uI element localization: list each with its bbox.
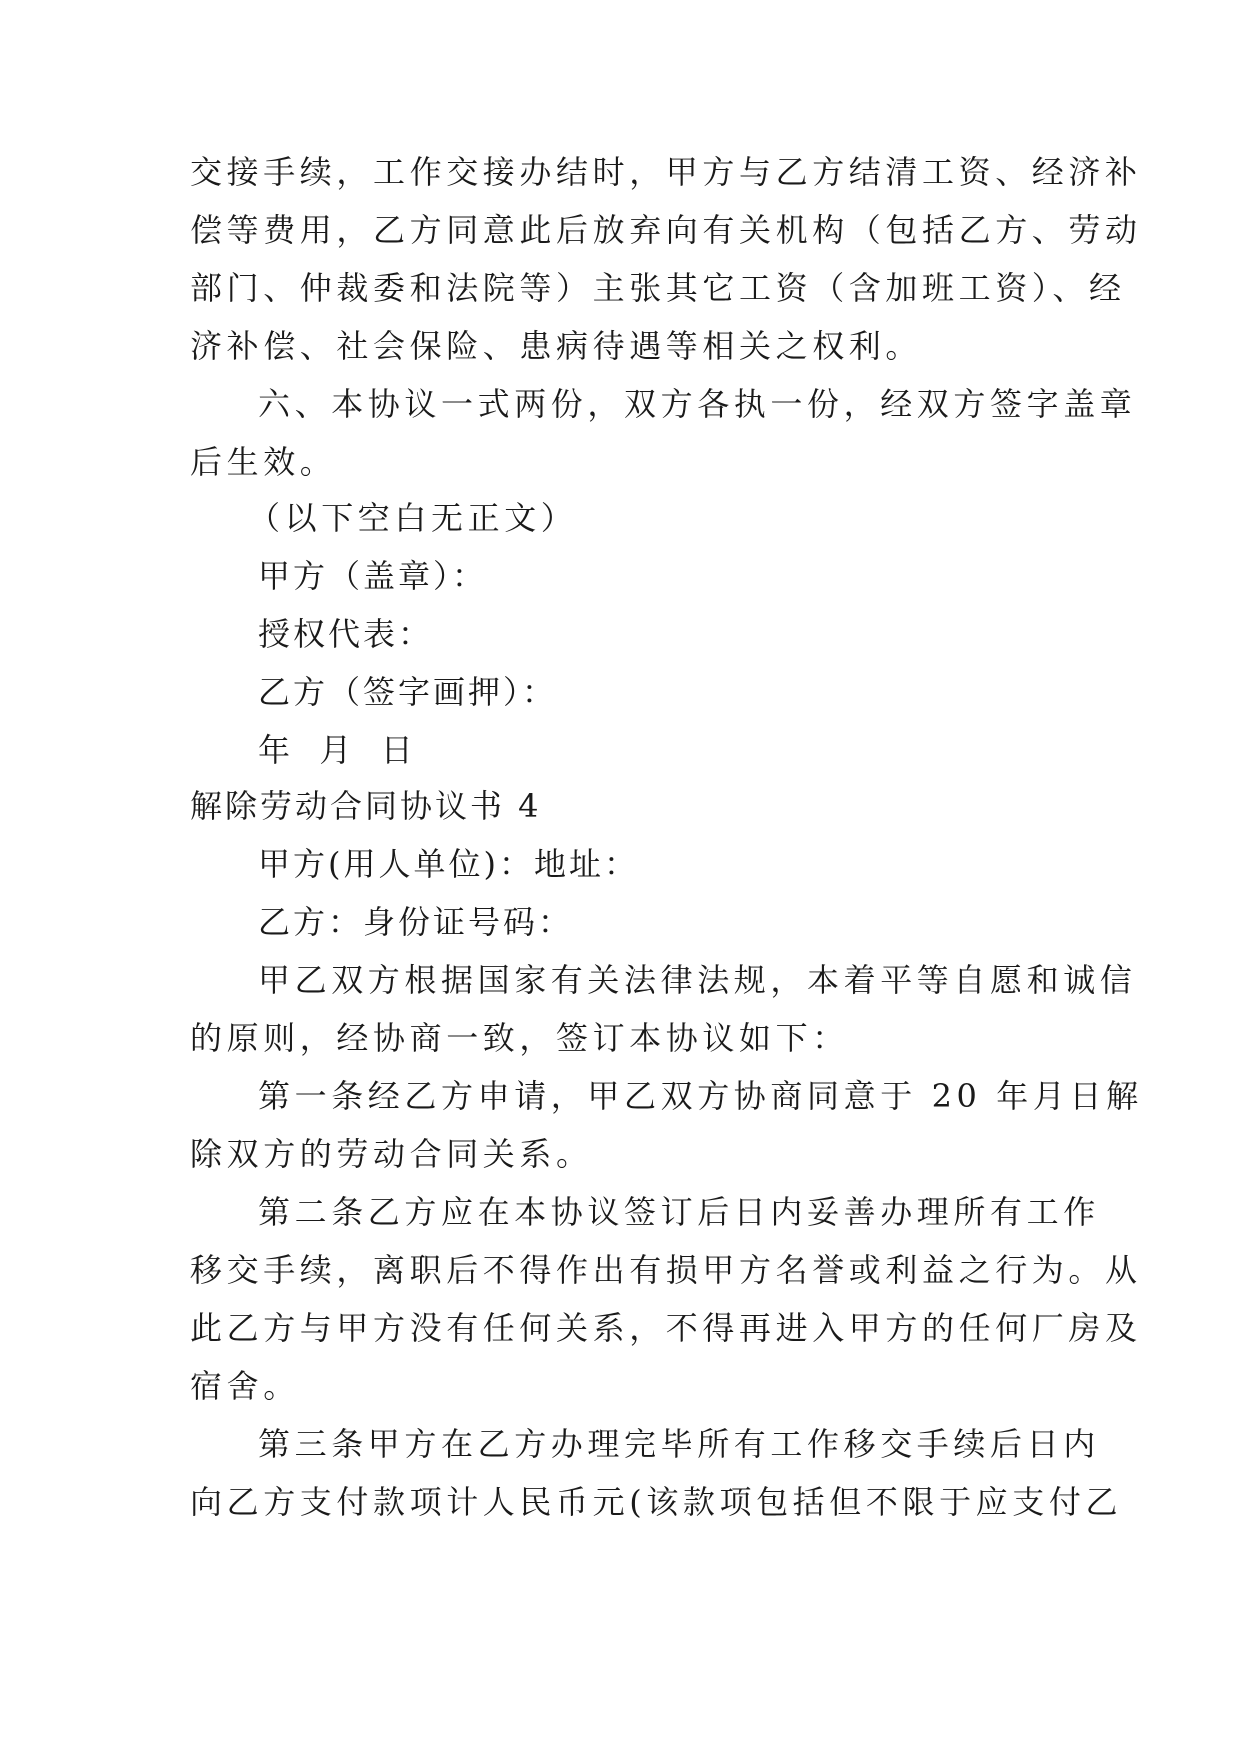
paragraph-line: 第三条甲方在乙方办理完毕所有工作移交手续后日内 xyxy=(258,1425,1100,1463)
paragraph-line: 济补偿、社会保险、患病待遇等相关之权利。 xyxy=(190,327,923,365)
date-line: 年 月 日 xyxy=(258,731,416,769)
paragraph-line: 后生效。 xyxy=(190,443,337,481)
party-a-address-label: 甲方(用人单位)：地址： xyxy=(258,845,639,883)
section-heading: 解除劳动合同协议书 4 xyxy=(190,787,542,825)
paragraph-line: 第二条乙方应在本协议签订后日内妥善办理所有工作 xyxy=(258,1193,1100,1231)
paragraph-line: 偿等费用，乙方同意此后放弃向有关机构（包括乙方、劳动 xyxy=(190,211,1142,249)
paragraph-line: 向乙方支付款项计人民币元(该款项包括但不限于应支付乙 xyxy=(190,1483,1123,1521)
party-a-seal-label: 甲方（盖章）： xyxy=(258,557,488,595)
paragraph-line: 此乙方与甲方没有任何关系，不得再进入甲方的任何厂房及 xyxy=(190,1309,1142,1347)
paragraph-line: 除双方的劳动合同关系。 xyxy=(190,1135,593,1173)
party-b-sign-label: 乙方（签字画押）： xyxy=(258,673,558,711)
paragraph-line: 六、本协议一式两份，双方各执一份，经双方签字盖章 xyxy=(258,385,1137,423)
authorized-rep-label: 授权代表： xyxy=(258,615,434,653)
paragraph-line: 宿舍。 xyxy=(190,1367,300,1405)
paragraph-line: 的原则，经协商一致，签订本协议如下： xyxy=(190,1019,849,1057)
party-b-id-label: 乙方：身份证号码： xyxy=(258,903,574,941)
paragraph-line: 交接手续，工作交接办结时，甲方与乙方结清工资、经济补 xyxy=(190,153,1142,191)
paragraph-line: 移交手续，离职后不得作出有损甲方名誉或利益之行为。从 xyxy=(190,1251,1142,1289)
paragraph-line: 第一条经乙方申请，甲乙双方协商同意于 20 年月日解 xyxy=(258,1077,1143,1115)
paragraph-line: 甲乙双方根据国家有关法律法规，本着平等自愿和诚信 xyxy=(258,961,1137,999)
paragraph-line: 部门、仲裁委和法院等）主张其它工资（含加班工资）、经 xyxy=(190,269,1126,307)
blank-note: （以下空白无正文） xyxy=(248,499,578,537)
